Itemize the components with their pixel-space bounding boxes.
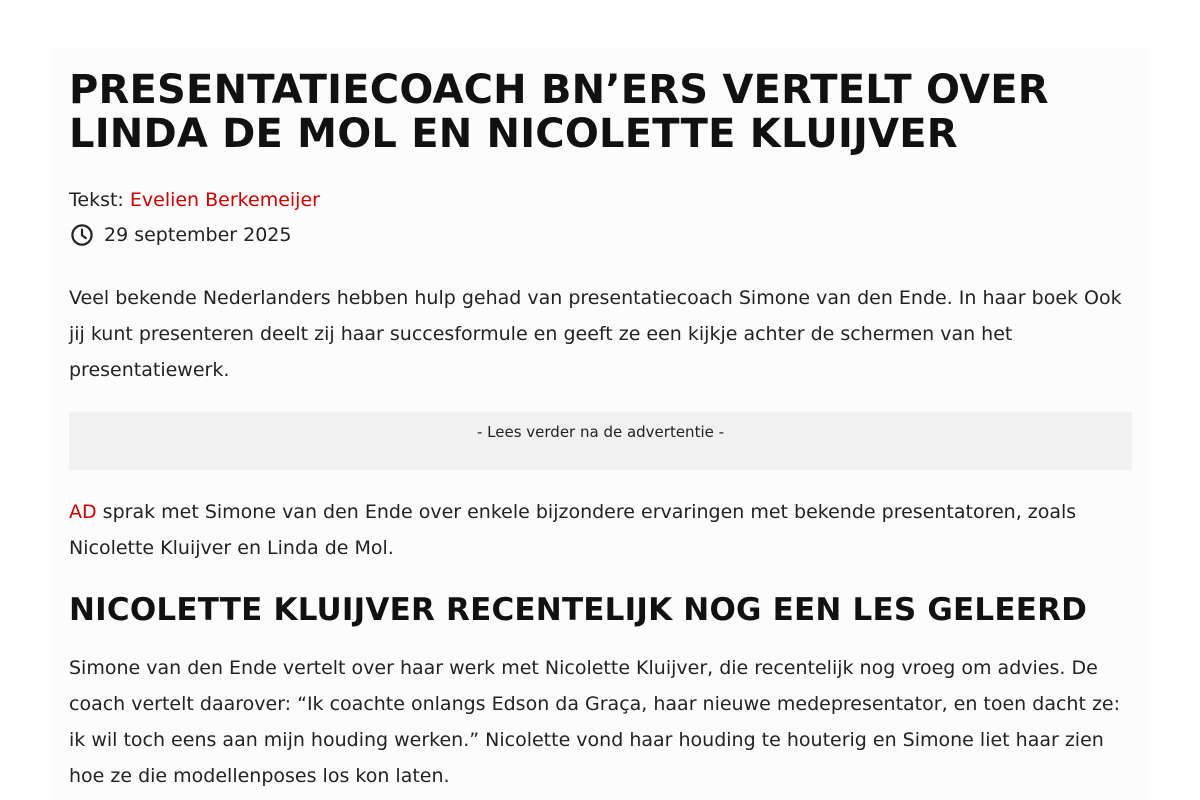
publish-date [69, 223, 1131, 247]
headline-line-1: PRESENTATIECOACH BN’ERS VERTELT OVER [69, 67, 1049, 113]
author-link[interactable]: Evelien Berkemeijer [129, 189, 320, 211]
clock-icon [70, 223, 94, 247]
article [52, 48, 1148, 800]
headline-line-2: LINDA DE MOL EN NICOLETTE KLUIJVER [69, 111, 958, 157]
article-paragraph-2: Simone van den Ende vertelt over haar werk met Nicolette Kluijver, die recentelijk nog vroeg om advies. De coach vertelt daarover: “Ik coachte onlangs Edson da Graça, haar nieuwe medepresentator, en toen dacht ze: ik wil toch eens aan mijn houding werken.” Nicolette vond haar houding te houterig en Simone liet haar zien hoe ze die modellenposes los kon laten. [69, 657, 1121, 787]
byline [69, 187, 1131, 213]
article-lead: Veel bekende Nederlanders hebben hulp gehad van presentatiecoach Simone van den Ende. In haar boek Ook jij kunt presenteren deelt zij haar succesformule en geeft ze een kijkje achter de schermen van het presentatiewerk. [69, 287, 1122, 381]
publish-date-text: 29 september 2025 [104, 224, 292, 246]
article-headline [69, 68, 1069, 156]
ad-link[interactable]: AD [69, 501, 97, 523]
article-paragraph-1 [69, 494, 1131, 566]
advertisement-placeholder [69, 412, 1132, 470]
ad-notice: - Lees verder na de advertentie - [476, 423, 725, 441]
article-subheading: NICOLETTE KLUIJVER RECENTELIJK NOG EEN LES GELEERD [69, 592, 1088, 628]
byline-label: Tekst: [69, 189, 124, 211]
paragraph-1-text: sprak met Simone van den Ende over enkele bijzondere ervaringen met bekende presentatoren, zoals Nicolette Kluijver en Linda de Mol. [69, 501, 1077, 559]
